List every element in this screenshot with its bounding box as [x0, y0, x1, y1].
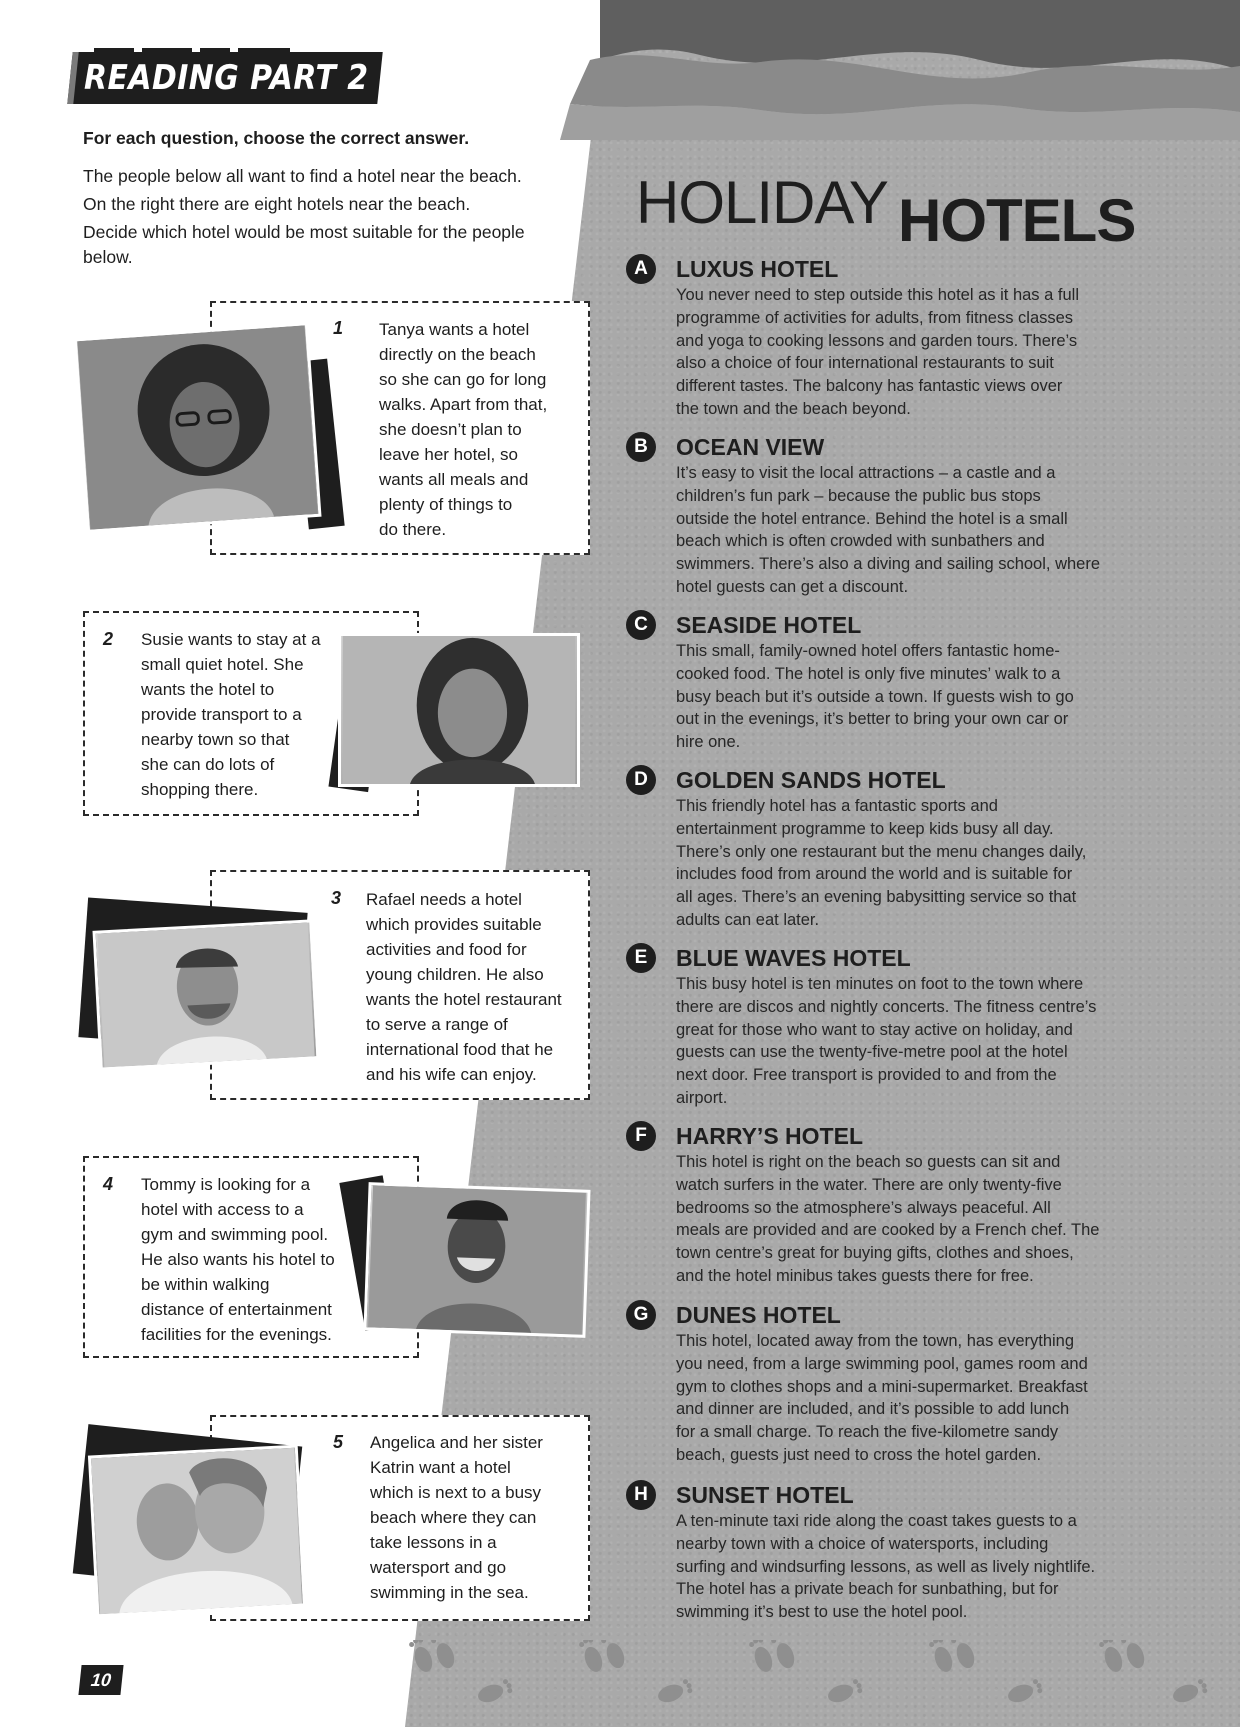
- heading-hotels: HOTELS: [898, 187, 1136, 254]
- text-line: take lessons in a: [370, 1533, 497, 1552]
- text-line: airport.: [676, 1088, 728, 1107]
- text-line: beach where they can: [370, 1508, 537, 1527]
- text-line: and the hotel minibus takes guests there for free.: [676, 1266, 1034, 1285]
- text-line: The hotel has a private beach for sunbathing, but for: [676, 1580, 1059, 1599]
- text-line: all ages. There’s an evening babysitting service so that: [676, 888, 1077, 907]
- question-text-3: [366, 887, 588, 1087]
- portrait-image: [96, 922, 317, 1067]
- text-line: great for those who want to stay active on holiday, and: [676, 1020, 1073, 1039]
- text-line: meals are provided and are cooked by a French chef. The: [676, 1221, 1100, 1240]
- instruction-heading: For each question, choose the correct answer.: [83, 128, 470, 148]
- intro-line: On the right there are eight hotels near the beach.: [83, 194, 471, 214]
- text-line: she doesn’t plan to: [379, 420, 522, 439]
- text-line: so she can go for long: [379, 370, 547, 389]
- text-line: You never need to step outside this hotel as it has a full: [676, 286, 1079, 304]
- text-line: Tanya wants a hotel: [379, 320, 530, 339]
- hotel-letter-badge: H: [626, 1480, 656, 1510]
- text-line: she can do lots of: [141, 755, 275, 774]
- text-line: and his wife can enjoy.: [366, 1065, 537, 1084]
- text-line: young children. He also: [366, 965, 544, 984]
- text-line: gym and swimming pool.: [141, 1225, 329, 1244]
- text-line: Tommy is looking for a: [141, 1175, 311, 1194]
- question-text-1: [379, 317, 589, 542]
- hotel-name: SUNSET HOTEL: [676, 1482, 854, 1508]
- hotel-description: [676, 1330, 1196, 1467]
- text-line: also a choice of four international restaurants to suit: [676, 354, 1054, 373]
- text-line: beach which is often crowded with sunbathers and: [676, 532, 1045, 551]
- text-line: There’s only one restaurant but the menu changes daily,: [676, 842, 1087, 861]
- text-line: leave her hotel, so: [379, 445, 518, 464]
- portrait-image: [341, 636, 577, 784]
- text-line: wants all meals and: [379, 470, 529, 489]
- text-line: watch surfers in the water. There are only twenty-five: [676, 1175, 1062, 1194]
- page-number: 10: [78, 1665, 123, 1695]
- intro-line: The people below all want to find a hotel near the beach.: [83, 166, 522, 186]
- hotel-name: DUNES HOTEL: [676, 1302, 841, 1328]
- photo-angelica-katrin: [88, 1445, 306, 1618]
- hotel-description: [676, 1510, 1196, 1624]
- heading-holiday: HOLIDAY: [636, 169, 888, 236]
- hotel-description: [676, 640, 1196, 754]
- text-line: Katrin want a hotel: [370, 1458, 511, 1477]
- portrait-image: [91, 1448, 303, 1614]
- text-line: watersport and go: [370, 1558, 507, 1577]
- text-line: which provides suitable: [366, 915, 542, 934]
- photo-tanya: [73, 322, 321, 533]
- text-line: hotel guests can get a discount.: [676, 577, 909, 596]
- photo-tommy: [363, 1182, 590, 1338]
- text-line: and dinner are included, and it’s possible to add lunch: [676, 1400, 1070, 1419]
- text-line: small quiet hotel. She: [141, 655, 304, 674]
- text-line: beach, guests just need to cross the hotel garden.: [676, 1445, 1042, 1464]
- text-line: Rafael needs a hotel: [366, 890, 522, 909]
- text-line: hire one.: [676, 733, 741, 752]
- hotel-description: [676, 973, 1196, 1110]
- question-text-5: [370, 1430, 585, 1605]
- photo-susie: [338, 633, 580, 787]
- section-title-badge: [70, 52, 380, 104]
- hotel-name: GOLDEN SANDS HOTEL: [676, 767, 946, 793]
- text-line: activities and food for: [366, 940, 527, 959]
- hotel-description: [676, 462, 1196, 599]
- intro-line: Decide which hotel would be most suitable for the people: [83, 222, 525, 242]
- text-line: This hotel is right on the beach so guests can sit and: [676, 1153, 1061, 1171]
- text-line: surfing and windsurfing lessons, as well as lively nightlife.: [676, 1557, 1096, 1576]
- text-line: do there.: [379, 520, 447, 539]
- hotel-letter-badge: D: [626, 765, 656, 795]
- text-line: This small, family-owned hotel offers fantastic home-: [676, 642, 1060, 660]
- photo-rafael: [92, 919, 319, 1070]
- text-line: shopping there.: [141, 780, 259, 799]
- text-line: It’s easy to visit the local attractions – a castle and a: [676, 464, 1056, 482]
- hotel-letter-badge: A: [626, 254, 656, 284]
- question-text-2: [141, 627, 341, 802]
- text-line: for a small charge. To reach the five-kilometre sandy: [676, 1423, 1059, 1442]
- intro-line: below.: [83, 247, 133, 267]
- text-line: nearby town with a choice of watersports, including: [676, 1534, 1049, 1553]
- text-line: guests can use the twenty-five-metre pool at the hotel: [676, 1043, 1068, 1062]
- text-line: swimming in the sea.: [370, 1583, 529, 1602]
- text-line: adults can eat later.: [676, 910, 820, 929]
- text-line: swimmers. There’s also a diving and sailing school, where: [676, 555, 1101, 574]
- hotel-letter-badge: C: [626, 610, 656, 640]
- hotel-letter-badge: B: [626, 432, 656, 462]
- portrait-image: [77, 325, 319, 530]
- question-number: 3: [331, 888, 342, 908]
- text-line: town centre’s great for buying gifts, clothes and shoes,: [676, 1244, 1074, 1263]
- text-line: includes food from around the world and is suitable for: [676, 865, 1073, 884]
- text-line: to serve a range of: [366, 1015, 508, 1034]
- text-line: cooked food. The hotel is only five minutes’ walk to a: [676, 664, 1061, 683]
- text-line: bedrooms so the atmosphere’s always peaceful. All: [676, 1198, 1051, 1217]
- hotel-description: [676, 1151, 1196, 1288]
- text-line: outside the hotel entrance. Behind the hotel is a small: [676, 509, 1068, 528]
- text-line: programme of activities for adults, from fitness classes: [676, 308, 1074, 327]
- question-number: 4: [103, 1174, 114, 1194]
- text-line: This friendly hotel has a fantastic sports and: [676, 797, 998, 815]
- text-line: gym to clothes shops and a mini-supermarket. Breakfast: [676, 1377, 1088, 1396]
- question-text-4: [141, 1172, 351, 1347]
- text-line: out in the evenings, it’s better to bring your own car or: [676, 710, 1069, 729]
- hotel-name: OCEAN VIEW: [676, 434, 825, 460]
- hotel-name: BLUE WAVES HOTEL: [676, 945, 911, 971]
- text-line: different tastes. The balcony has fantastic views over: [676, 377, 1063, 396]
- text-line: busy beach but it’s outside a town. If guests wish to go: [676, 687, 1074, 706]
- text-line: This busy hotel is ten minutes on foot to the town where: [676, 975, 1084, 993]
- text-line: swimming it’s best to use the hotel pool.: [676, 1603, 968, 1622]
- text-line: wants the hotel restaurant: [366, 990, 562, 1009]
- text-line: entertainment programme to keep kids busy all day.: [676, 819, 1054, 838]
- text-line: nearby town so that: [141, 730, 290, 749]
- text-line: provide transport to a: [141, 705, 302, 724]
- text-line: facilities for the evenings.: [141, 1325, 332, 1344]
- hotel-description: [676, 795, 1196, 932]
- text-line: This hotel, located away from the town, has everything: [676, 1332, 1075, 1350]
- question-number: 2: [103, 629, 114, 649]
- hotel-name: LUXUS HOTEL: [676, 256, 839, 282]
- question-number: 1: [333, 318, 344, 338]
- question-number: 5: [333, 1432, 344, 1452]
- text-line: you need, from a large swimming pool, games room and: [676, 1354, 1088, 1373]
- text-line: wants the hotel to: [141, 680, 275, 699]
- hotel-name: HARRY’S HOTEL: [676, 1123, 863, 1149]
- text-line: and yoga to cooking lessons and garden tours. There’s: [676, 331, 1078, 350]
- text-line: distance of entertainment: [141, 1300, 332, 1319]
- text-line: A ten-minute taxi ride along the coast takes guests to a: [676, 1512, 1077, 1530]
- hotel-description: [676, 284, 1196, 421]
- text-line: Susie wants to stay at a: [141, 630, 321, 649]
- text-line: the town and the beach beyond.: [676, 399, 911, 418]
- hotel-name: SEASIDE HOTEL: [676, 612, 862, 638]
- text-line: which is next to a busy: [370, 1483, 542, 1502]
- hotel-letter-badge: F: [626, 1121, 656, 1151]
- text-line: Angelica and her sister: [370, 1433, 543, 1452]
- text-line: children’s fun park – because the public bus stops: [676, 486, 1041, 505]
- footprints-decoration: [0, 1640, 1240, 1727]
- hotel-letter-badge: G: [626, 1300, 656, 1330]
- text-line: hotel with access to a: [141, 1200, 304, 1219]
- text-line: there are discos and nightly concerts. The fitness centre’s: [676, 997, 1097, 1016]
- text-line: be within walking: [141, 1275, 270, 1294]
- hotel-letter-badge: E: [626, 943, 656, 973]
- text-line: next door. Free transport is provided to and from the: [676, 1066, 1057, 1085]
- text-line: plenty of things to: [379, 495, 513, 514]
- text-line: He also wants his hotel to: [141, 1250, 335, 1269]
- section-title-text: READING PART 2: [84, 58, 369, 98]
- portrait-image: [367, 1185, 588, 1334]
- text-line: directly on the beach: [379, 345, 536, 364]
- text-line: walks. Apart from that,: [379, 395, 548, 414]
- text-line: international food that he: [366, 1040, 554, 1059]
